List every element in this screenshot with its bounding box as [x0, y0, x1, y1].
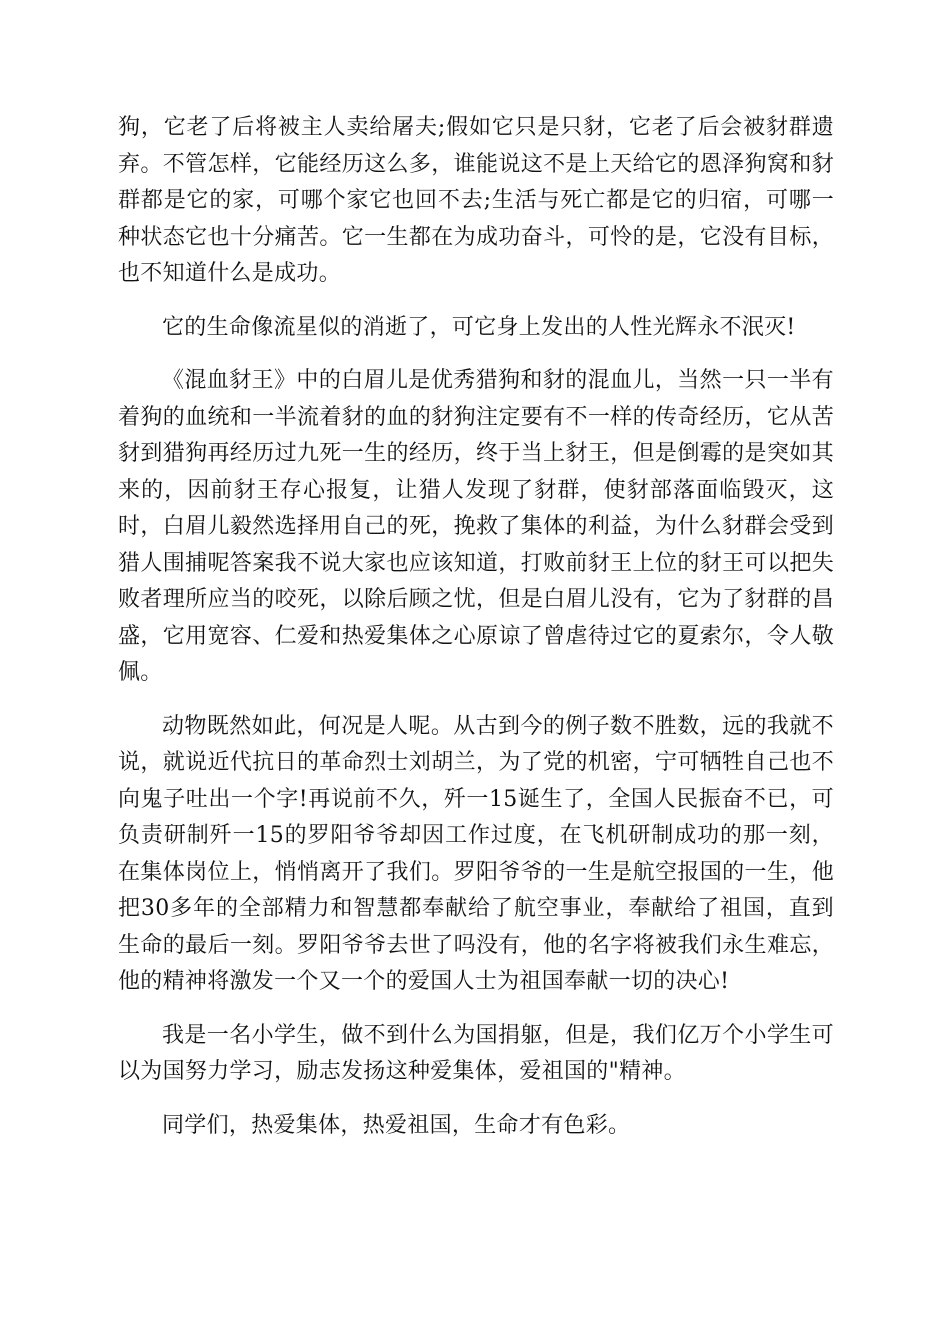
paragraph-5: 我是一名小学生，做不到什么为国捐躯，但是，我们亿万个小学生可以为国努力学习，励志发扬这种爱集体，爱祖国的"精神。	[118, 1022, 834, 1084]
paragraph-2: 它的生命像流星似的消逝了，可它身上发出的人性光辉永不泯灭!	[162, 314, 796, 340]
paragraph-1: 狗，它老了后将被主人卖给屠夫;假如它只是只豺，它老了后会被豺群遗弃。不管怎样，它能经历这么多，谁能说这不是上天给它的恩泽狗窝和豺群都是它的家，可哪个家它也回不去;生活与死亡都是它的归宿，可哪一种状态它也十分痛苦。它一生都在为成功奋斗，可怜的是，它没有目标，也不知道什么是成功。	[118, 115, 834, 286]
paragraph-3: 《混血豺王》中的白眉儿是优秀猎狗和豺的混血儿，当然一只一半有着狗的血统和一半流着豺的血的豺狗注定要有不一样的传奇经历，它从苦豺到猎狗再经历过九死一生的经历，终于当上豺王，但是倒霉的是突如其来的，因前豺王存心报复，让猎人发现了豺群，使豺部落面临毁灭，这时，白眉儿毅然选择用自己的死，挽救了集体的利益，为什么豺群会受到猎人围捕呢答案我不说大家也应该知道，打败前豺王上位的豺王可以把失败者理所应当的咬死，以除后顾之忧，但是白眉儿没有，它为了豺群的昌盛，它用宽容、仁爱和热爱集体之心原谅了曾虐待过它的夏索尔，令人敬佩。	[118, 368, 834, 685]
paragraph-6: 同学们，热爱集体，热爱祖国，生命才有色彩。	[162, 1112, 631, 1138]
paragraph-4: 动物既然如此，何况是人呢。从古到今的例子数不胜数，远的我就不说，就说近代抗日的革命烈士刘胡兰，为了党的机密，宁可牺牲自己也不向鬼子吐出一个字!再说前不久，歼一15诞生了，全国人民振奋不已，可负责研制歼一15的罗阳爷爷却因工作过度，在飞机研制成功的那一刻，在集体岗位上，悄悄离开了我们。罗阳爷爷的一生是航空报国的一生，他把30多年的全部精力和智慧都奉献给了航空事业，奉献给了祖国，直到生命的最后一刻。罗阳爷爷去世了吗没有，他的名字将被我们永生难忘，他的精神将激发一个又一个的爱国人士为祖国奉献一切的决心!	[118, 713, 834, 994]
document-body	[118, 110, 834, 1161]
